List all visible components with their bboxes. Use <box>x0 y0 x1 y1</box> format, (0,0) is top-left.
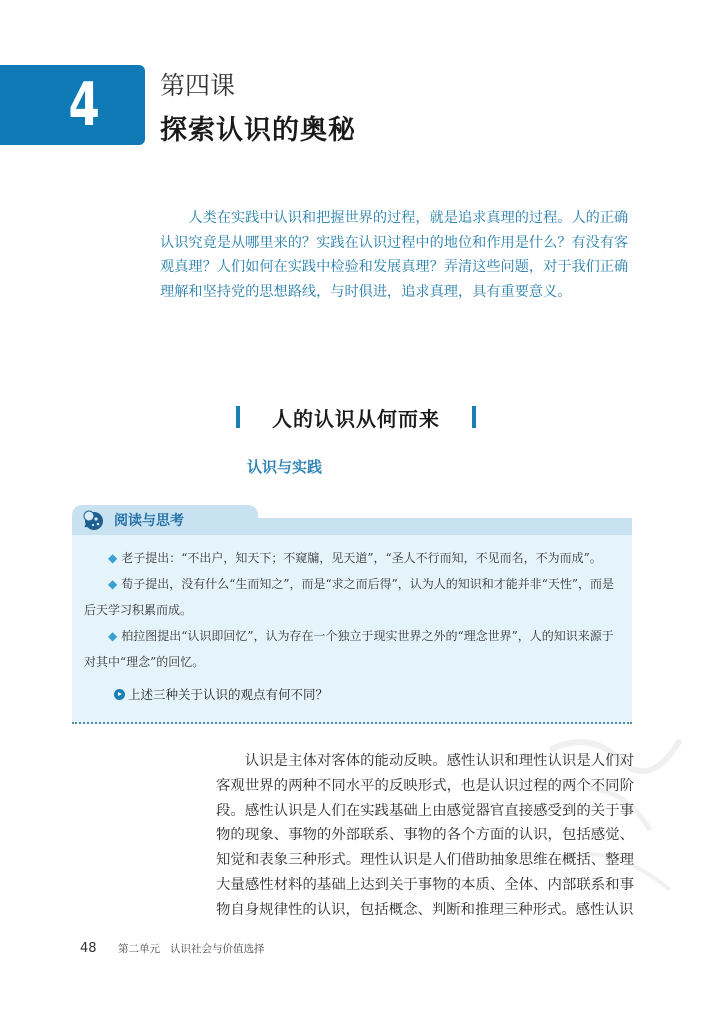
diamond-bullet-icon: ◆ <box>108 629 118 643</box>
section-heading-text: 人的认识从何而来 <box>272 406 440 431</box>
quote-item <box>72 535 624 571</box>
lesson-title: 探索认识的奥秘 <box>160 115 356 146</box>
arrow-circle-icon <box>114 689 125 700</box>
section-heading <box>236 402 476 432</box>
quote-text: 荀子提出，没有什么“生而知之”，而是“求之而后得”，认为人的知识和才能并非“天性”，而是后天学习积累而成。 <box>84 577 615 617</box>
discussion-question <box>114 685 328 703</box>
page-footer <box>80 941 265 956</box>
reading-icon <box>82 509 104 531</box>
lesson-label: 第四课 <box>160 71 236 100</box>
lesson-intro: 人类在实践中认识和把握世界的过程，就是追求真理的过程。人的正确认识究竟是从哪里来的？实践在认识过程中的地位和作用是什么？有没有客观真理？人们如何在实践中检验和发展真理？弄清这些问题，对于我们正确理解和坚持党的思想路线，与时俱进，追求真理，具有重要意义。 <box>160 210 629 300</box>
diamond-bullet-icon: ◆ <box>108 577 118 591</box>
lesson-number: 4 <box>68 70 100 140</box>
section-bar-right <box>472 406 476 428</box>
quote-text: 老子提出：“不出户，知天下；不窥牖，见天道”，“圣人不行而知，不见而名，不为而成”。 <box>121 551 602 565</box>
lesson-number-badge <box>0 65 145 145</box>
diamond-bullet-icon: ◆ <box>108 551 118 565</box>
reading-box-title: 阅读与思考 <box>114 513 184 529</box>
quote-item <box>72 623 624 675</box>
body-paragraph: 认识是主体对客体的能动反映。感性认识和理性认识是人们对客观世界的两种不同水平的反映形式，也是认识过程的两个不同阶段。感性认识是人们在实践基础上由感觉器官直接感受到的关于事物的现象、事物的外部联系、事物的各个方面的认识，包括感觉、知觉和表象三种形式。理性认识是人们借助抽象思维在概括、整理大量感性材料的基础上达到关于事物的本质、全体、内部联系和事物自身规律性的认识，包括概念、判断和推理三种形式。感性认识 <box>216 753 634 918</box>
reading-box-body <box>72 535 632 724</box>
quote-text: 柏拉图提出“认识即回忆”，认为存在一个独立于现实世界之外的“理念世界”，人的知识来源于对其中“理念”的回忆。 <box>84 629 614 669</box>
question-text: 上述三种关于认识的观点有何不同？ <box>128 687 329 702</box>
reading-header-tab <box>72 505 258 535</box>
section-bar-left <box>236 406 240 428</box>
reading-and-thinking-box <box>72 505 632 722</box>
subsection-heading: 认识与实践 <box>247 458 323 476</box>
unit-title: 认识社会与价值选择 <box>170 943 265 955</box>
page-number: 48 <box>80 941 97 956</box>
unit-label: 第二单元 <box>118 943 160 955</box>
quote-item <box>72 571 624 623</box>
